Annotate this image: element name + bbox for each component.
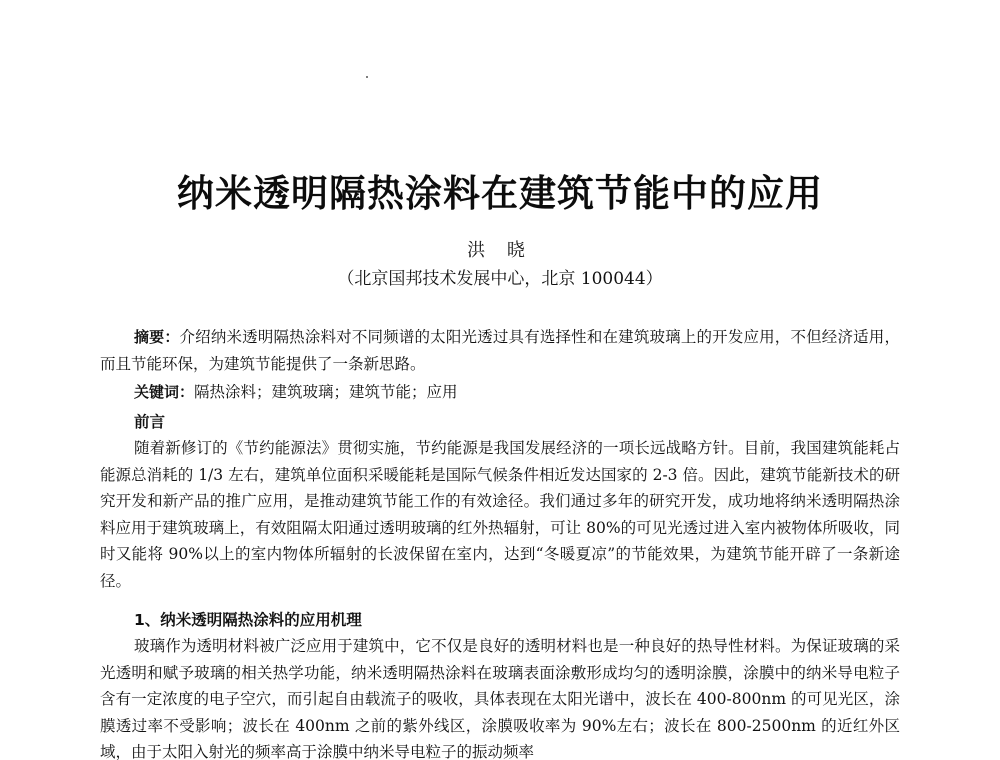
abstract-text: 介绍纳米透明隔热涂料对不同频谱的太阳光透过具有选择性和在建筑玻璃上的开发应用，不但经济适用，而且节能环保，为建筑节能提供了一条新思路。 <box>100 328 900 373</box>
preface-paragraph: 随着新修订的《节约能源法》贯彻实施，节约能源是我国发展经济的一项长远战略方针。目前，我国建筑能耗占能源总消耗的 1/3 左右，建筑单位面积采暖能耗是国际气候条件相近发达国家的 2-3 倍。因此，建筑节能新技术的研究开发和新产品的推广应用，是推动建筑节能工作的有效途径。我们通过多年的研究开发，成功地将纳米透明隔热涂料应用于建筑玻璃上，有效阻隔太阳通过透明玻璃的红外热辐射，可让 80%的可见光透过进入室内被物体所吸收，同时又能将 90%以上的室内物体所辐射的长波保留在室内，达到“冬暖夏凉”的节能效果，为建筑节能开辟了一条新途径。 <box>100 439 900 590</box>
section-1-heading: 1、纳米透明隔热涂料的应用机理 <box>134 611 362 629</box>
keywords-text: 隔热涂料；建筑玻璃；建筑节能；应用 <box>194 383 458 401</box>
section-1-paragraph: 玻璃作为透明材料被广泛应用于建筑中，它不仅是良好的透明材料也是一种良好的热导性材料。为保证玻璃的采光透明和赋予玻璃的相关热学功能，纳米透明隔热涂料在玻璃表面涂敷形成均匀的透明涂膜，涂膜中的纳米导电粒子含有一定浓度的电子空穴，而引起自由载流子的吸收，具体表现在太阳光谱中，波长在 400-800nm 的可见光区，涂膜透过率不受影响；波长在 400nm 之前的紫外线区，涂膜吸收率为 90%左右；波长在 800-2500nm 的近红外区域，由于太阳入射光的频率高于涂膜中纳米导电粒子的振动频率 <box>100 637 900 760</box>
preface-heading: 前言 <box>134 413 166 431</box>
abstract <box>100 324 900 377</box>
author-affiliation: （北京国邦技术发展中心，北京 100044） <box>337 269 663 289</box>
keywords-label: 关键词： <box>134 383 195 401</box>
paper-title: 纳米透明隔热涂料在建筑节能中的应用 <box>177 172 823 215</box>
abstract-label: 摘要： <box>134 328 180 346</box>
author-name: 洪 晓 <box>467 240 533 261</box>
scan-speck <box>366 76 368 78</box>
keywords <box>100 379 900 406</box>
